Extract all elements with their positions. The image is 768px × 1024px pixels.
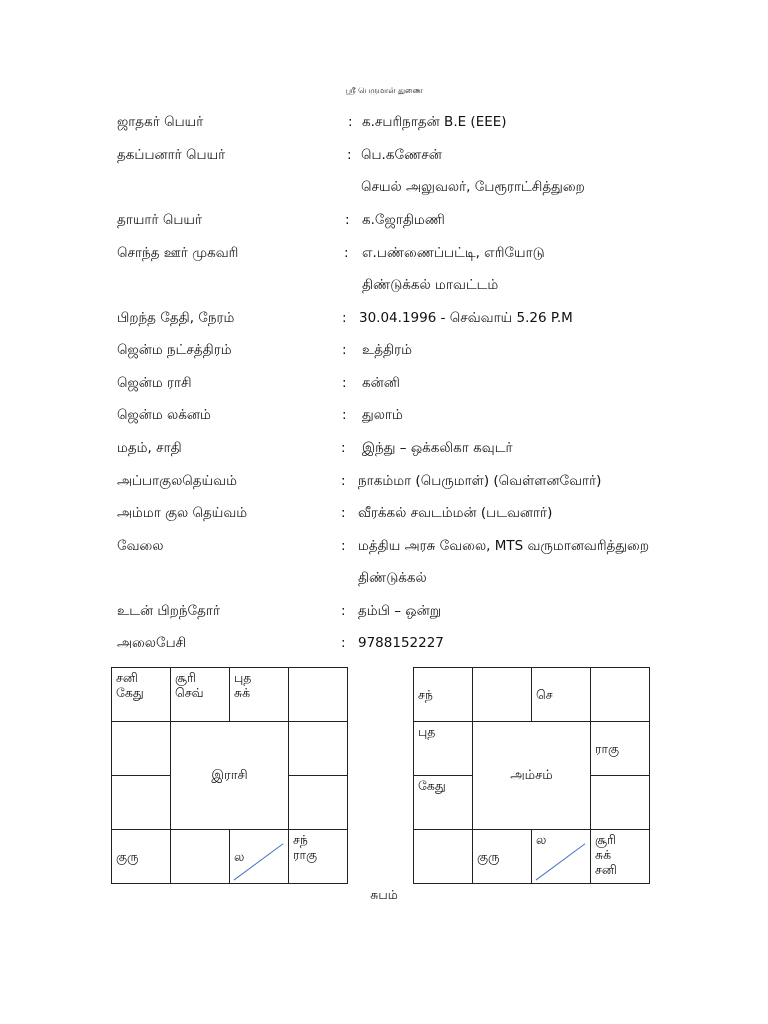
label-mother: தாயார் பெயர் <box>117 212 203 228</box>
label-name: ஜாதகர் பெயர் <box>117 114 204 130</box>
colon: : <box>341 505 346 521</box>
label-birth: பிறந்த தேதி, நேரம் <box>117 310 235 326</box>
colon: : <box>341 603 346 619</box>
colon: : <box>342 310 347 326</box>
rasi-cell <box>112 722 171 776</box>
rasi-title: இராசி <box>171 722 289 830</box>
colon: : <box>341 538 346 554</box>
rasi-cell <box>112 776 171 830</box>
rasi-cell: குரு <box>112 830 171 884</box>
colon: : <box>342 407 347 423</box>
colon: : <box>347 147 352 163</box>
amsam-cell: புத <box>414 722 473 776</box>
label-mother-deity: அம்மா குல தெய்வம் <box>117 505 248 521</box>
value-father-deity: நாகம்மா (பெருமாள்) (வெள்ளனவோர்) <box>358 473 602 489</box>
label-religion: மதம், சாதி <box>117 440 182 456</box>
label-star: ஜென்ம நட்சத்திரம் <box>117 342 232 358</box>
value-rasi: கன்னி <box>362 375 400 391</box>
value-job: மத்திய அரசு வேலை, MTS வருமானவரித்துறை <box>358 538 650 554</box>
value-phone: 9788152227 <box>358 635 444 651</box>
value-father-occupation: செயல் அலுவலர், பேரூராட்சித்துறை <box>361 179 585 195</box>
colon: : <box>341 635 346 651</box>
colon: : <box>345 212 350 228</box>
footer-subam: சுபம் <box>370 887 398 902</box>
header-blessing: ஸ்ரீ பெருமாள் துணை <box>345 86 423 95</box>
label-father-deity: அப்பாகுலதெய்வம் <box>117 473 237 489</box>
label-phone: அலைபேசி <box>117 635 187 651</box>
colon: : <box>341 440 346 456</box>
amsam-cell: சூரி சுக் சனி <box>591 830 650 884</box>
amsam-cell: சந் <box>414 668 473 722</box>
value-name: க.சபரிநாதன் B.E (EEE) <box>362 114 507 130</box>
value-job-place: திண்டுக்கல் <box>358 570 427 586</box>
amsam-cell: ராகு <box>591 722 650 776</box>
amsam-cell: செ <box>532 668 591 722</box>
value-star: உத்திரம் <box>362 342 412 358</box>
amsam-cell <box>591 776 650 830</box>
rasi-cell: சனி கேது <box>112 668 171 722</box>
rasi-cell: புத சுக் <box>230 668 289 722</box>
colon: : <box>344 245 349 261</box>
label-job: வேலை <box>117 538 164 554</box>
amsam-cell <box>414 830 473 884</box>
label-siblings: உடன் பிறந்தோர் <box>117 603 221 619</box>
label-address: சொந்த ஊர் முகவரி <box>117 245 239 261</box>
rasi-cell: சந் ராகு <box>289 830 348 884</box>
value-father: பெ.கணேசன் <box>361 147 442 163</box>
amsam-lagna-cell: ல <box>532 830 591 884</box>
amsam-cell: கேது <box>414 776 473 830</box>
rasi-cell <box>289 722 348 776</box>
amsam-title: அம்சம் <box>473 722 591 830</box>
label-father: தகப்பனார் பெயர் <box>117 147 226 163</box>
colon: : <box>342 375 347 391</box>
colon: : <box>341 473 346 489</box>
label-rasi: ஜென்ம ராசி <box>117 375 192 391</box>
colon: : <box>342 342 347 358</box>
amsam-cell <box>473 668 532 722</box>
amsam-cell: குரு <box>473 830 532 884</box>
rasi-cell <box>289 668 348 722</box>
value-mother: க.ஜோதிமணி <box>362 212 445 228</box>
label-lagnam: ஜென்ம லக்னம் <box>117 407 211 423</box>
colon: : <box>348 114 353 130</box>
value-address: எ.பண்ணைப்பட்டி, எரியோடு <box>362 245 545 261</box>
rasi-cell <box>171 830 230 884</box>
rasi-cell <box>289 776 348 830</box>
value-address-district: திண்டுக்கல் மாவட்டம் <box>362 277 499 293</box>
rasi-chart <box>111 667 348 884</box>
amsam-chart <box>413 667 650 884</box>
value-lagnam: துலாம் <box>362 407 403 423</box>
value-birth: 30.04.1996 - செவ்வாய் 5.26 P.M <box>359 310 573 326</box>
value-mother-deity: வீரக்கல் சவடம்மன் (படவனார்) <box>358 505 553 521</box>
rasi-lagna-cell: ல <box>230 830 289 884</box>
value-religion: இந்து – ஒக்கலிகா கவுடர் <box>362 440 513 456</box>
amsam-cell <box>591 668 650 722</box>
value-siblings: தம்பி – ஒன்று <box>358 603 441 619</box>
rasi-cell: சூரி செவ் <box>171 668 230 722</box>
